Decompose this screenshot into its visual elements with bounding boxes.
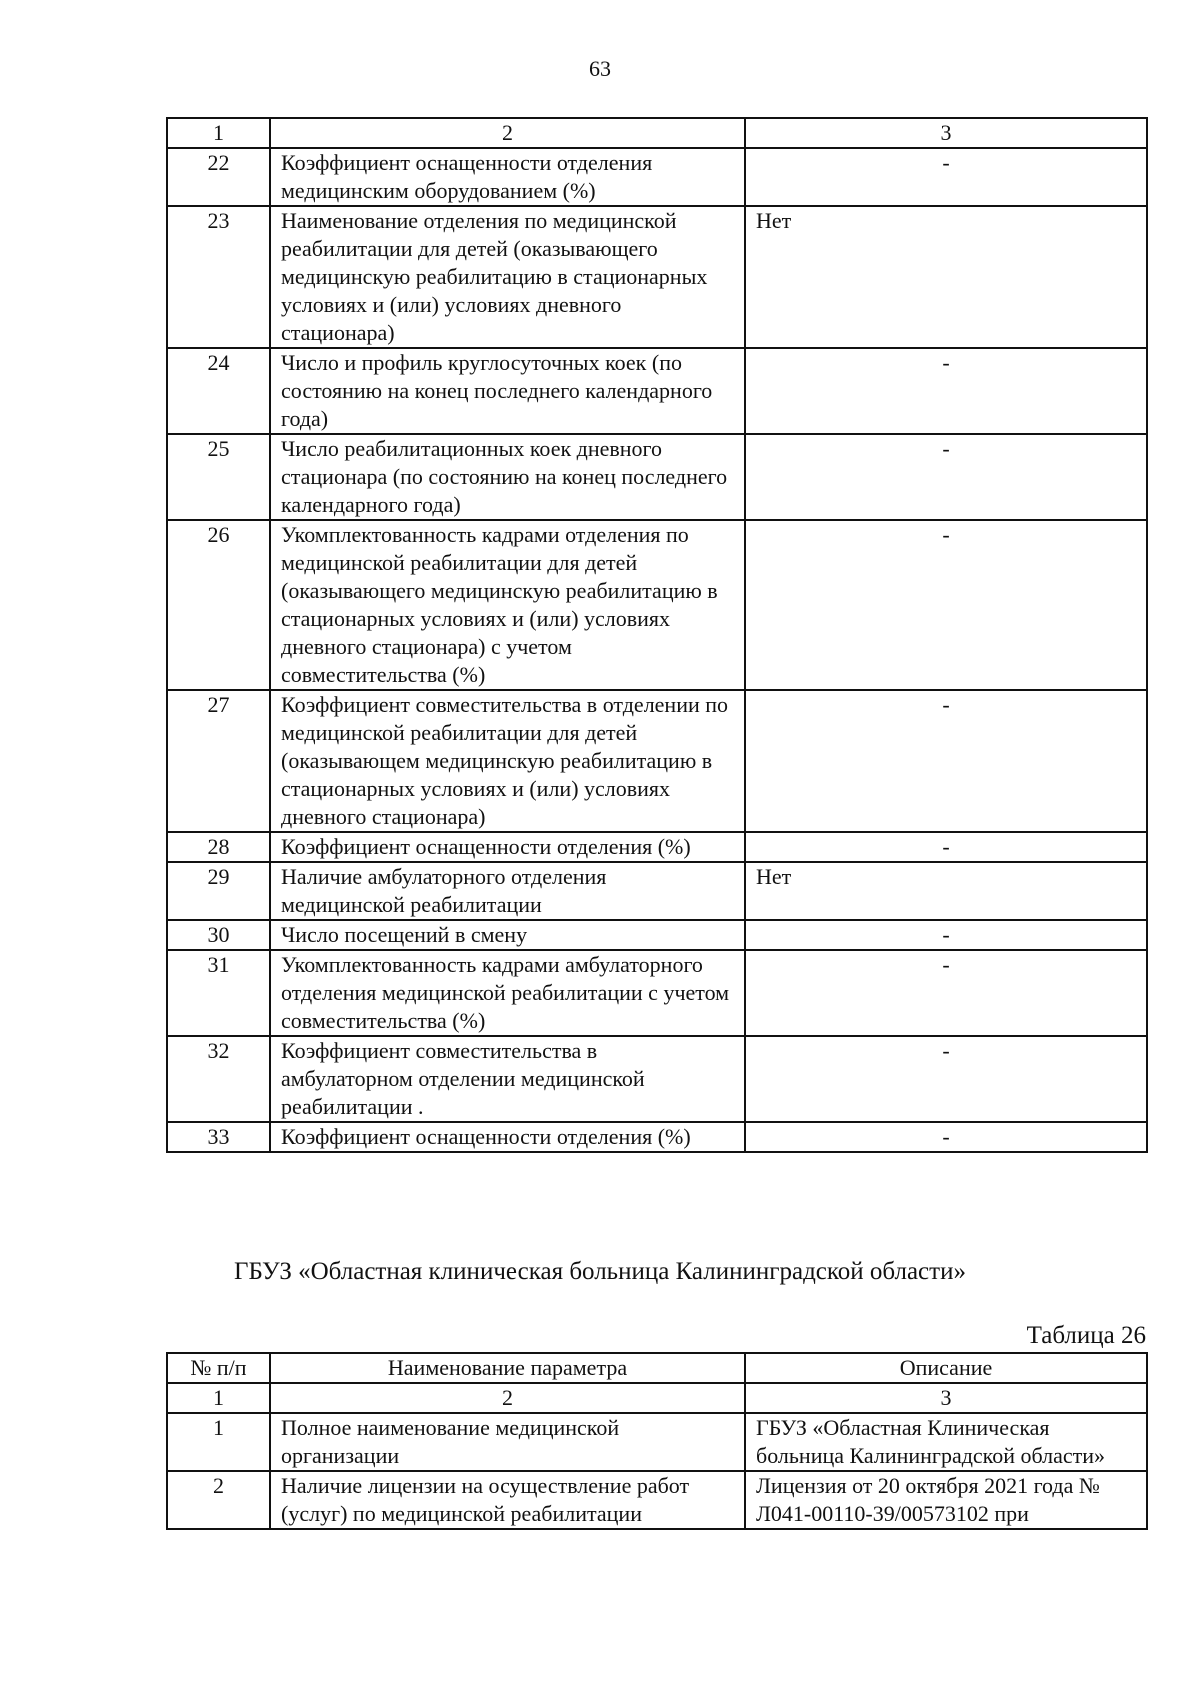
column-index-3: 3 [745,1383,1147,1413]
row-number: 23 [167,206,270,348]
table-row [167,690,1147,832]
parameter-name: Коэффициент оснащенности отделения медицинским оборудованием (%) [270,148,745,206]
table-row [167,862,1147,920]
parameter-value: - [745,1122,1147,1152]
table-caption: Таблица 26 [1026,1322,1146,1349]
table-row [167,1413,1147,1471]
column-index-1: 1 [167,1383,270,1413]
parameter-value: - [745,148,1147,206]
parameter-name: Коэффициент оснащенности отделения (%) [270,1122,745,1152]
table-row [167,1036,1147,1122]
row-number: 2 [167,1471,270,1529]
header-number: № п/п [167,1353,270,1383]
row-number: 31 [167,950,270,1036]
column-index-2: 2 [270,1383,745,1413]
parameter-value: - [745,348,1147,434]
table-row [167,434,1147,520]
row-number: 24 [167,348,270,434]
parameter-value: Нет [745,206,1147,348]
table-row [167,832,1147,862]
parameter-value: - [745,520,1147,690]
parameter-name: Укомплектованность кадрами амбулаторного отделения медицинской реабилитации с учетом совместительства (%) [270,950,745,1036]
table-row [167,1122,1147,1152]
parameter-name: Коэффициент совместительства в амбулаторном отделении медицинской реабилитации . [270,1036,745,1122]
parameters-table-continued [166,117,1148,1153]
column-index-3: 3 [745,118,1147,148]
parameter-value: - [745,832,1147,862]
column-index-row [167,1383,1147,1413]
row-number: 28 [167,832,270,862]
column-index-2: 2 [270,118,745,148]
header-description: Описание [745,1353,1147,1383]
section-title: ГБУЗ «Областная клиническая больница Калининградской области» [234,1258,966,1285]
table-row [167,148,1147,206]
table-row [167,520,1147,690]
parameter-name: Число посещений в смену [270,920,745,950]
parameter-name: Наименование отделения по медицинской реабилитации для детей (оказывающего медицинскую реабилитацию в стационарных условиях и (или) условиях дневного стационара) [270,206,745,348]
parameter-value: - [745,434,1147,520]
table-row [167,206,1147,348]
header-parameter: Наименование параметра [270,1353,745,1383]
row-number: 1 [167,1413,270,1471]
parameter-name: Число реабилитационных коек дневного стационара (по состоянию на конец последнего календарного года) [270,434,745,520]
row-number: 25 [167,434,270,520]
row-number: 30 [167,920,270,950]
column-index-1: 1 [167,118,270,148]
parameter-value: Нет [745,862,1147,920]
parameter-name: Наличие лицензии на осуществление работ (услуг) по медицинской реабилитации [270,1471,745,1529]
row-number: 33 [167,1122,270,1152]
parameter-name: Коэффициент оснащенности отделения (%) [270,832,745,862]
parameter-value: ГБУЗ «Областная Клиническая больница Калининградской области» [745,1413,1147,1471]
table-row [167,348,1147,434]
organization-table [166,1352,1148,1530]
parameter-name: Коэффициент совместительства в отделении по медицинской реабилитации для детей (оказывающем медицинскую реабилитацию в стационарных условиях и (или) условиях дневного стационара) [270,690,745,832]
row-number: 26 [167,520,270,690]
parameter-name: Число и профиль круглосуточных коек (по состоянию на конец последнего календарного года) [270,348,745,434]
header-row [167,1353,1147,1383]
column-index-row [167,118,1147,148]
parameter-value: - [745,1036,1147,1122]
table-row [167,1471,1147,1529]
page-number: 63 [589,56,611,81]
row-number: 32 [167,1036,270,1122]
row-number: 22 [167,148,270,206]
parameter-value: Лицензия от 20 октября 2021 года № Л041-00110-39/00573102 при [745,1471,1147,1529]
parameter-value: - [745,950,1147,1036]
parameter-name: Полное наименование медицинской организации [270,1413,745,1471]
parameter-name: Укомплектованность кадрами отделения по медицинской реабилитации для детей (оказывающего медицинскую реабилитацию в стационарных условиях и (или) условиях дневного стационара) с учетом совместительства (%) [270,520,745,690]
table-row [167,950,1147,1036]
row-number: 27 [167,690,270,832]
parameter-value: - [745,690,1147,832]
table-row [167,920,1147,950]
parameter-value: - [745,920,1147,950]
parameter-name: Наличие амбулаторного отделения медицинской реабилитации [270,862,745,920]
row-number: 29 [167,862,270,920]
